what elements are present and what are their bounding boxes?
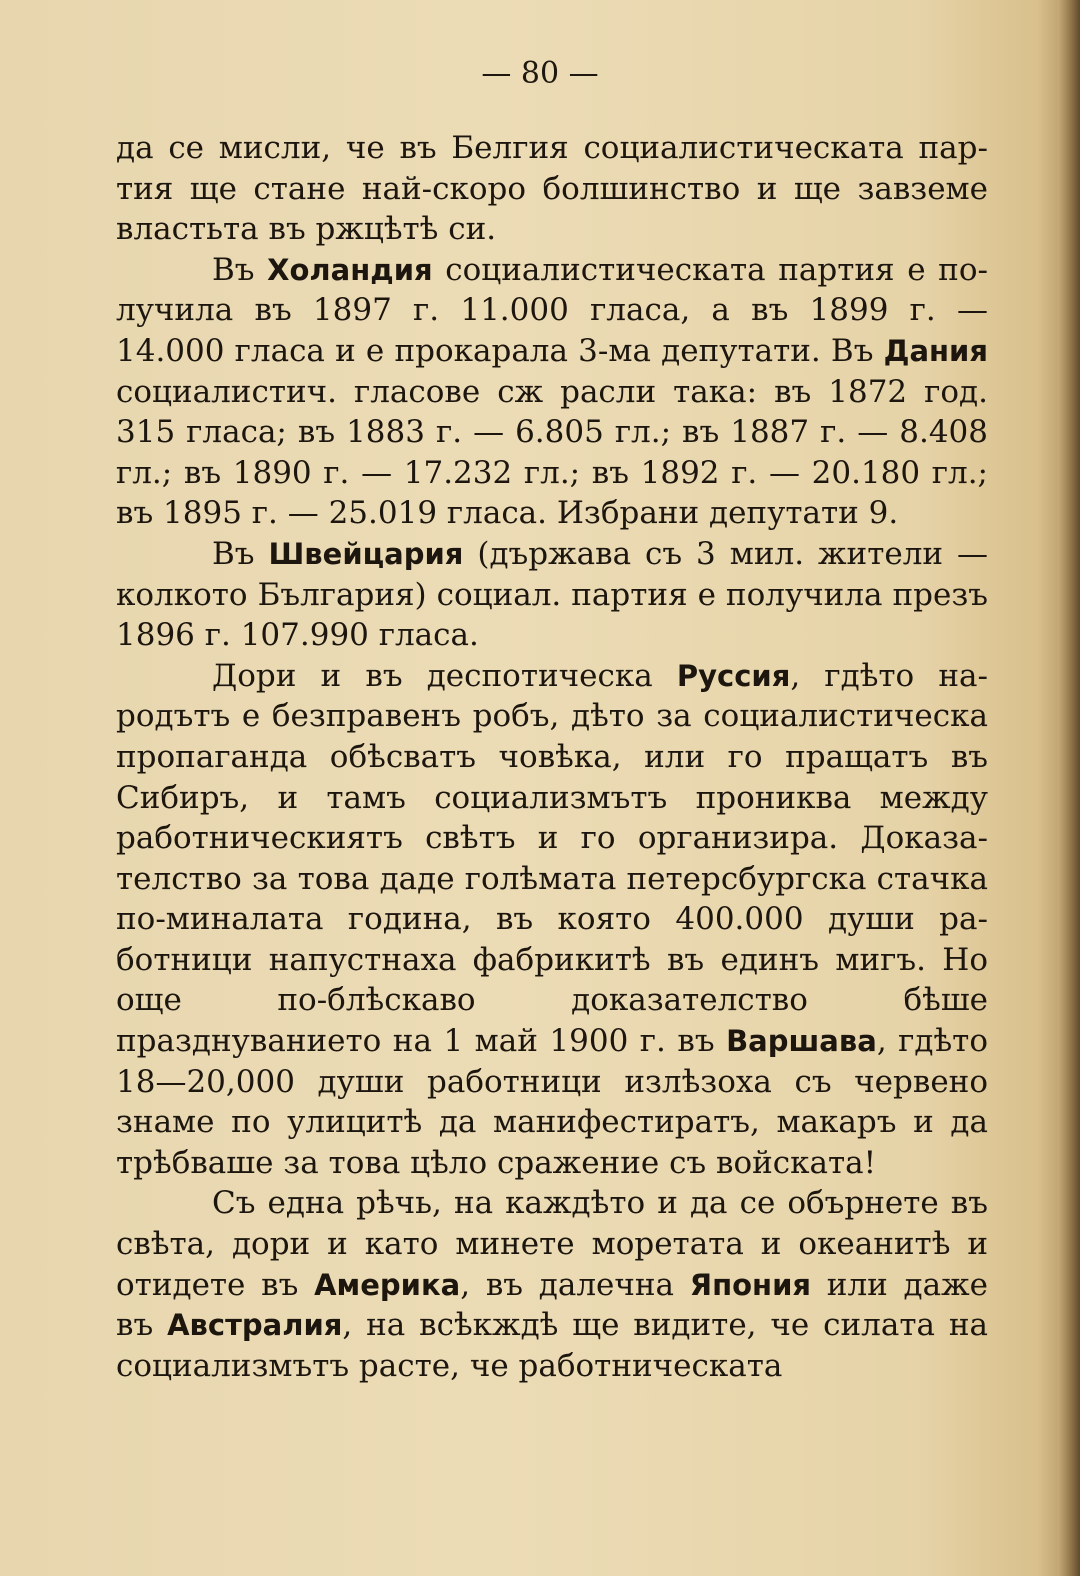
paragraph-4 xyxy=(116,656,988,1184)
paragraph-1 xyxy=(116,128,988,250)
text-run: социалистическата партия е получила въ 1897 г. 11.000 гласа, а въ 1899 г. — 14.000 гласа и е прокарала 3-ма депутати. Въ xyxy=(116,251,988,369)
text-run: Въ xyxy=(212,535,269,572)
text-run: , гдѣто 18—20,000 души работници излѣзоха съ червено знаме по улицитѣ да манифестиратъ, макаръ и да трѣбваше за това цѣло сражение съ войската! xyxy=(116,1023,988,1181)
paragraph-2 xyxy=(116,250,988,534)
text-run: или даже въ xyxy=(116,1266,988,1344)
text-run: Дори и въ деспотическа xyxy=(212,657,677,694)
body-text xyxy=(116,128,988,1386)
text-run: да се мисли, че въ Белгия социалистическата партия ще стане най-скоро болшинство и ще завземе властьта въ ржцѣтѣ си. xyxy=(116,130,988,248)
country-name: Япония xyxy=(689,1267,812,1302)
country-name: Холандия xyxy=(267,252,433,287)
country-name: Руссия xyxy=(676,658,791,693)
paragraph-3 xyxy=(116,534,988,656)
country-name: Америка xyxy=(314,1267,461,1302)
text-run: (държава съ 3 мил. жители — колкото България) социал. партия е получила презъ 1896 г. 107.990 гласа. xyxy=(116,535,989,654)
country-name: Варшава xyxy=(726,1024,877,1059)
text-run: , на всѣкждѣ ще видите, че силата на социализмътъ расте, че работническата xyxy=(116,1307,989,1384)
country-name: Швейцария xyxy=(268,536,464,571)
text-run: , гдѣто народътъ е безправенъ робъ, дѣто за социалистическа пропаганда обѣсватъ човѣка, или го пращатъ въ Сибиръ, и тамъ социализмътъ прониква между работническиятъ свѣтъ и го организира. Доказателство за това даде голѣмата петерсбургска стачка по-миналата година, въ която 400.000 души работници напустнаха фабрикитѣ въ единъ мигъ. Но още по-блѣскаво доказателство бѣше празднуванието на 1 май 1900 г. въ xyxy=(116,657,988,1060)
text-run: Съ една рѣчь, на каждѣто и да се обърнете въ свѣта, дори и като минете моретата и океанитѣ и отидете въ xyxy=(116,1185,988,1303)
text-run: , въ далечна xyxy=(460,1266,690,1303)
paragraph-5 xyxy=(116,1183,988,1386)
text-run: социалистич. гласове сж расли така: въ 1872 год. 315 гласа; въ 1883 г. — 6.805 гл.; въ 1887 г. — 8.408 гл.; въ 1890 г. — 17.232 гл.; въ 1892 г. — 20.180 гл.; въ 1895 г. — 25.019 гласа. Избрани депутати 9. xyxy=(116,373,988,532)
country-name: Дания xyxy=(883,333,988,368)
text-run: Въ xyxy=(212,251,268,288)
page-edge-shadow xyxy=(1058,0,1080,1576)
country-name: Австралия xyxy=(167,1308,343,1343)
page-number: — 80 — xyxy=(481,56,599,91)
